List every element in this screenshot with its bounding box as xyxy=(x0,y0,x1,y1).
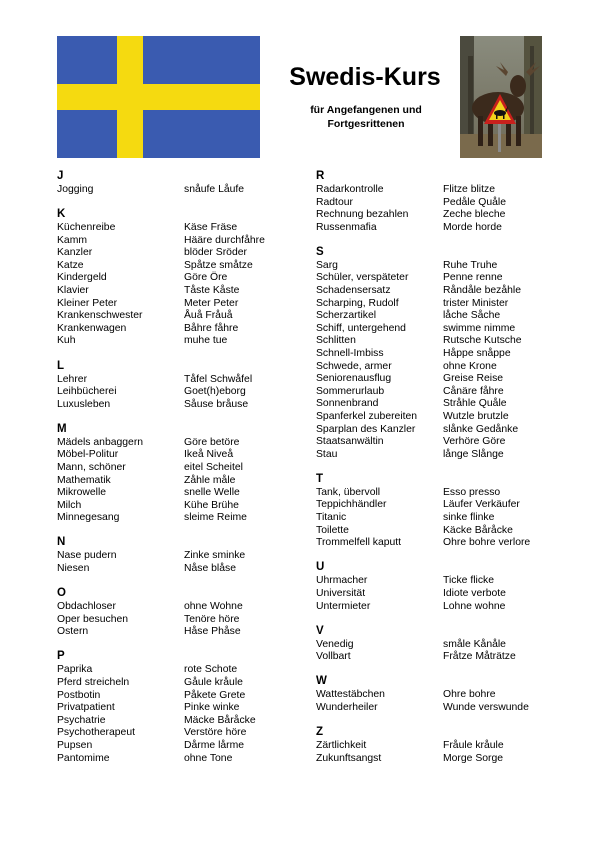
german-term: Untermieter xyxy=(316,600,371,612)
swedish-translation: Nåse blåse xyxy=(184,563,236,575)
vocabulary-row xyxy=(57,184,277,197)
german-term: Schwede, armer xyxy=(316,360,392,372)
vocabulary-row xyxy=(316,386,556,399)
section-letter: U xyxy=(316,561,325,574)
german-term: Tank, übervoll xyxy=(316,486,381,498)
vocabulary-row xyxy=(57,247,277,260)
german-term: Pantomime xyxy=(57,752,110,764)
swedish-translation: Esso presso xyxy=(443,486,501,498)
german-term: Psychotherapeut xyxy=(57,727,135,739)
section-u xyxy=(316,560,556,613)
vocabulary-row xyxy=(316,323,556,336)
german-term: Pupsen xyxy=(57,740,93,751)
german-term: Lehrer xyxy=(57,373,88,385)
section-s xyxy=(316,245,556,462)
vocabulary-row xyxy=(316,499,556,512)
vocabulary-row xyxy=(57,563,277,576)
vocabulary-row xyxy=(316,411,556,424)
german-term: Jogging xyxy=(57,184,94,195)
swedish-translation: Lohne wohne xyxy=(443,600,506,612)
swedish-translation: Zeche bleche xyxy=(443,209,506,221)
swedish-translation: Båhre fåhre xyxy=(184,322,239,334)
vocabulary-row xyxy=(57,512,277,525)
section-z xyxy=(316,725,556,765)
german-term: Scherzartikel xyxy=(316,310,377,322)
swedish-translation: Pinke winke xyxy=(184,702,240,714)
section-p xyxy=(57,649,277,765)
swedish-translation: Zinke sminke xyxy=(184,550,246,562)
german-term: Möbel-Politur xyxy=(57,449,119,461)
swedish-translation: ohne Krone xyxy=(443,360,497,372)
german-term: Mathematik xyxy=(57,474,111,486)
swedish-translation: Tenöre höre xyxy=(184,613,240,625)
german-term: Sparplan des Kanzler xyxy=(316,423,416,435)
vocabulary-row xyxy=(57,487,277,500)
vocabulary-row xyxy=(316,373,556,386)
vocabulary-row xyxy=(316,740,556,753)
vocabulary-row xyxy=(316,348,556,361)
swedish-translation: Idiote verbote xyxy=(443,587,506,599)
german-term: Staatsanwältin xyxy=(316,436,384,448)
swedish-translation: blöder Sröder xyxy=(184,247,247,259)
german-term: Klavier xyxy=(57,285,89,297)
vocabulary-row xyxy=(316,588,556,601)
moose-sign-photo xyxy=(460,36,542,158)
german-term: Krankenschwester xyxy=(57,310,143,322)
subtitle-line-2: Fortgesrittenen xyxy=(327,118,405,130)
vocabulary-row xyxy=(57,449,277,462)
swedish-translation: Käse Fräse xyxy=(184,222,238,234)
swedish-translation: Läufer Verkäufer xyxy=(443,499,520,511)
swedish-translation: Ruhe Truhe xyxy=(443,259,498,271)
swedish-translation: Wutzle brutzle xyxy=(443,411,509,422)
vocabulary-row xyxy=(316,335,556,348)
vocabulary-row xyxy=(316,398,556,411)
vocabulary-row xyxy=(316,184,556,197)
swedish-translation: Fråule kråule xyxy=(443,740,504,751)
german-term: Schadensersatz xyxy=(316,285,391,297)
section-letter: O xyxy=(57,587,66,600)
german-term: Sonnenbrand xyxy=(316,398,379,410)
swedish-translation: Zåhle måle xyxy=(184,474,236,486)
german-term: Minnegesang xyxy=(57,512,120,524)
section-letter: M xyxy=(57,422,67,435)
german-term: Nase pudern xyxy=(57,550,117,562)
vocabulary-row xyxy=(57,727,277,740)
swedish-translation: Ohre bohre xyxy=(443,689,496,701)
german-term: Radtour xyxy=(316,196,353,208)
swedish-translation: Stråhle Quåle xyxy=(443,398,507,410)
page-subtitle xyxy=(280,103,452,131)
left-vocabulary-column xyxy=(57,169,277,776)
german-term: Toilette xyxy=(316,524,349,536)
swedish-translation: Spåtze småtze xyxy=(184,259,253,271)
swedish-translation: trister Minister xyxy=(443,297,509,309)
swedish-translation: Greise Reise xyxy=(443,373,504,385)
swedish-translation: Ticke flicke xyxy=(443,575,494,587)
swedish-translation: Käcke Båråcke xyxy=(443,524,513,536)
vocabulary-row xyxy=(57,690,277,703)
swedish-translation: Mäcke Båråcke xyxy=(184,714,256,726)
german-term: Schlitten xyxy=(316,335,356,347)
section-k xyxy=(57,207,277,348)
german-term: Titanic xyxy=(316,512,347,524)
swedish-translation: rote Schote xyxy=(184,664,238,676)
swedish-translation: muhe tue xyxy=(184,335,228,347)
german-term: Luxusleben xyxy=(57,398,111,410)
german-term: Trommelfell kaputt xyxy=(316,537,402,549)
vocabulary-row xyxy=(57,753,277,766)
german-term: Krankenwagen xyxy=(57,322,127,334)
swedish-translation: swimme nimme xyxy=(443,322,516,334)
vocabulary-row xyxy=(57,298,277,311)
german-term: Wattestäbchen xyxy=(316,689,385,701)
section-m xyxy=(57,422,277,525)
german-term: Spanferkel zubereiten xyxy=(316,411,418,422)
german-term: Mädels anbaggern xyxy=(57,436,144,448)
section-letter: J xyxy=(57,170,64,182)
german-term: Schiff, untergehend xyxy=(316,322,406,334)
german-term: Paprika xyxy=(57,664,93,676)
german-term: Psychatrie xyxy=(57,714,106,726)
german-term: Schnell-Imbiss xyxy=(316,348,384,360)
swedish-translation: Morge Sorge xyxy=(443,752,504,764)
section-letter: R xyxy=(316,170,325,182)
swedish-translation: Åuå Fråuå xyxy=(184,310,233,322)
swedish-translation: Hääre durchfåhre xyxy=(184,234,265,246)
german-term: Kleiner Peter xyxy=(57,297,118,309)
german-term: Pferd streicheln xyxy=(57,677,130,689)
swedish-translation: ohne Wohne xyxy=(184,601,243,613)
vocabulary-row xyxy=(316,639,556,652)
german-term: Privatpatient xyxy=(57,702,115,714)
vocabulary-row xyxy=(57,437,277,450)
vocabulary-row xyxy=(57,715,277,728)
german-term: Niesen xyxy=(57,563,90,575)
section-n xyxy=(57,535,277,575)
vocabulary-row xyxy=(316,689,556,702)
swedish-translation: Göre betöre xyxy=(184,436,240,448)
vocabulary-row xyxy=(57,664,277,677)
vocabulary-row xyxy=(57,702,277,715)
vocabulary-row xyxy=(57,310,277,323)
german-term: Kanzler xyxy=(57,247,93,259)
swedish-translation: Pedåle Quåle xyxy=(443,196,506,208)
swedish-translation: Ohre bohre verlore xyxy=(443,537,531,549)
swedish-translation: Såuse bråuse xyxy=(184,398,249,410)
swedish-translation: Råndåle bezåhle xyxy=(443,285,521,297)
swedish-translation: Verstöre höre xyxy=(184,727,247,739)
german-term: Scharping, Rudolf xyxy=(316,297,399,309)
vocabulary-row xyxy=(316,209,556,222)
german-term: Kuh xyxy=(57,335,76,347)
swedish-translation: Verhöre Göre xyxy=(443,436,506,448)
vocabulary-row xyxy=(57,462,277,475)
section-letter: T xyxy=(316,472,324,485)
swedish-translation: småle Kånåle xyxy=(443,638,506,650)
german-term: Ostern xyxy=(57,626,89,638)
vocabulary-row xyxy=(316,601,556,614)
vocabulary-row xyxy=(316,424,556,437)
section-v xyxy=(316,624,556,664)
vocabulary-row xyxy=(316,197,556,210)
vocabulary-row xyxy=(316,272,556,285)
section-letter: Z xyxy=(316,726,324,738)
vocabulary-row xyxy=(316,537,556,550)
swedish-translation: Cånäre fåhre xyxy=(443,385,504,397)
vocabulary-row xyxy=(57,677,277,690)
vocabulary-row xyxy=(57,386,277,399)
swedish-translation: Goet(h)eborg xyxy=(184,386,246,398)
german-term: Teppichhändler xyxy=(316,499,387,511)
vocabulary-row xyxy=(316,512,556,525)
section-letter: P xyxy=(57,650,65,663)
swedish-translation: slånke Gedånke xyxy=(443,423,519,435)
german-term: Mikrowelle xyxy=(57,487,107,499)
vocabulary-row xyxy=(57,399,277,412)
german-term: Zukunftsangst xyxy=(316,752,382,764)
swedish-translation: Göre Öre xyxy=(184,272,228,284)
german-term: Stau xyxy=(316,448,338,460)
german-term: Vollbart xyxy=(316,651,351,663)
vocabulary-row xyxy=(57,614,277,627)
vocabulary-row xyxy=(316,525,556,538)
german-term: Küchenreibe xyxy=(57,222,116,234)
vocabulary-row xyxy=(316,436,556,449)
vocabulary-row xyxy=(57,500,277,513)
vocabulary-row xyxy=(57,285,277,298)
swedish-translation: Tåste Kåste xyxy=(184,285,240,297)
vocabulary-row xyxy=(316,575,556,588)
swedish-translation: Meter Peter xyxy=(184,297,239,309)
swedish-translation: Wunde verswunde xyxy=(443,701,529,713)
vocabulary-row xyxy=(316,702,556,715)
right-vocabulary-column xyxy=(316,169,556,776)
vocabulary-row xyxy=(57,335,277,348)
german-term: Wunderheiler xyxy=(316,701,378,713)
german-term: Leihbücherei xyxy=(57,386,117,398)
german-term: Radarkontrolle xyxy=(316,184,384,195)
swedish-translation: Kühe Brühe xyxy=(184,499,239,511)
section-letter: S xyxy=(316,245,324,258)
swedish-translation: Håse Phåse xyxy=(184,626,241,638)
vocabulary-row xyxy=(57,374,277,387)
vocabulary-row xyxy=(57,626,277,639)
german-term: Milch xyxy=(57,499,82,511)
german-term: Mann, schöner xyxy=(57,462,126,473)
section-letter: L xyxy=(57,359,65,372)
vocabulary-row xyxy=(316,260,556,273)
german-term: Postbotin xyxy=(57,689,101,701)
vocabulary-row xyxy=(57,260,277,273)
german-term: Oper besuchen xyxy=(57,613,129,625)
vocabulary-row xyxy=(57,222,277,235)
vocabulary-row xyxy=(57,235,277,248)
swedish-translation: sleime Reime xyxy=(184,512,247,524)
vocabulary-row xyxy=(57,475,277,488)
vocabulary-row xyxy=(316,310,556,323)
swedish-translation: Tåfel Schwåfel xyxy=(184,373,253,385)
page-title: Swedis-Kurs xyxy=(289,63,441,91)
swedish-translation: snåufe Låufe xyxy=(184,184,245,195)
vocabulary-row xyxy=(316,222,556,235)
swedish-translation: Fråtze Måträtze xyxy=(443,651,516,663)
german-term: Universität xyxy=(316,587,366,599)
swedish-translation: låche Såche xyxy=(443,310,501,322)
vocabulary-row xyxy=(316,487,556,500)
swedish-translation: Dårme lårme xyxy=(184,740,245,751)
german-term: Kamm xyxy=(57,234,88,246)
swedish-translation: eitel Scheitel xyxy=(184,462,243,473)
section-letter: V xyxy=(316,624,324,637)
swedish-translation: Flitze blitze xyxy=(443,184,495,195)
german-term: Rechnung bezahlen xyxy=(316,209,409,221)
swedish-translation: Håppe snåppe xyxy=(443,348,511,360)
vocabulary-row xyxy=(57,550,277,563)
swedish-translation: Gåule kråule xyxy=(184,677,243,689)
swedish-translation: långe Slånge xyxy=(443,448,504,460)
swedish-translation: Påkete Grete xyxy=(184,689,246,701)
swedish-translation: Ikeå Niveå xyxy=(184,449,234,461)
german-term: Katze xyxy=(57,259,84,271)
section-l xyxy=(57,359,277,412)
swedish-translation: Penne renne xyxy=(443,272,503,284)
vocabulary-row xyxy=(57,601,277,614)
section-w xyxy=(316,674,556,714)
swedish-translation: snelle Welle xyxy=(184,487,240,499)
vocabulary-row xyxy=(316,285,556,298)
german-term: Sommerurlaub xyxy=(316,385,385,397)
section-letter: W xyxy=(316,675,327,688)
swedish-translation: Morde horde xyxy=(443,221,502,233)
german-term: Sarg xyxy=(316,259,338,271)
section-letter: K xyxy=(57,208,66,221)
vocabulary-row xyxy=(316,753,556,766)
subtitle-line-1: für Angefangenen und xyxy=(310,104,422,116)
vocabulary-row xyxy=(57,323,277,336)
section-o xyxy=(57,586,277,639)
swedish-translation: Rutsche Kutsche xyxy=(443,335,522,347)
german-term: Obdachloser xyxy=(57,601,116,613)
german-term: Russenmafia xyxy=(316,221,377,233)
swedish-translation: sinke flinke xyxy=(443,512,495,524)
section-letter: N xyxy=(57,536,66,549)
german-term: Kindergeld xyxy=(57,272,107,284)
german-term: Uhrmacher xyxy=(316,575,368,587)
vocabulary-row xyxy=(316,449,556,462)
vocabulary-row xyxy=(57,740,277,753)
german-term: Schüler, verspäteter xyxy=(316,272,409,284)
vocabulary-row xyxy=(316,298,556,311)
swedish-translation: ohne Tone xyxy=(184,752,233,764)
swedish-flag xyxy=(57,36,260,158)
section-r xyxy=(316,169,556,234)
section-t xyxy=(316,472,556,550)
german-term: Seniorenausflug xyxy=(316,373,392,385)
vocabulary-row xyxy=(316,361,556,374)
vocabulary-row xyxy=(316,651,556,664)
german-term: Venedig xyxy=(316,638,354,650)
section-j xyxy=(57,169,277,197)
german-term: Zärtlichkeit xyxy=(316,740,367,751)
vocabulary-row xyxy=(57,272,277,285)
